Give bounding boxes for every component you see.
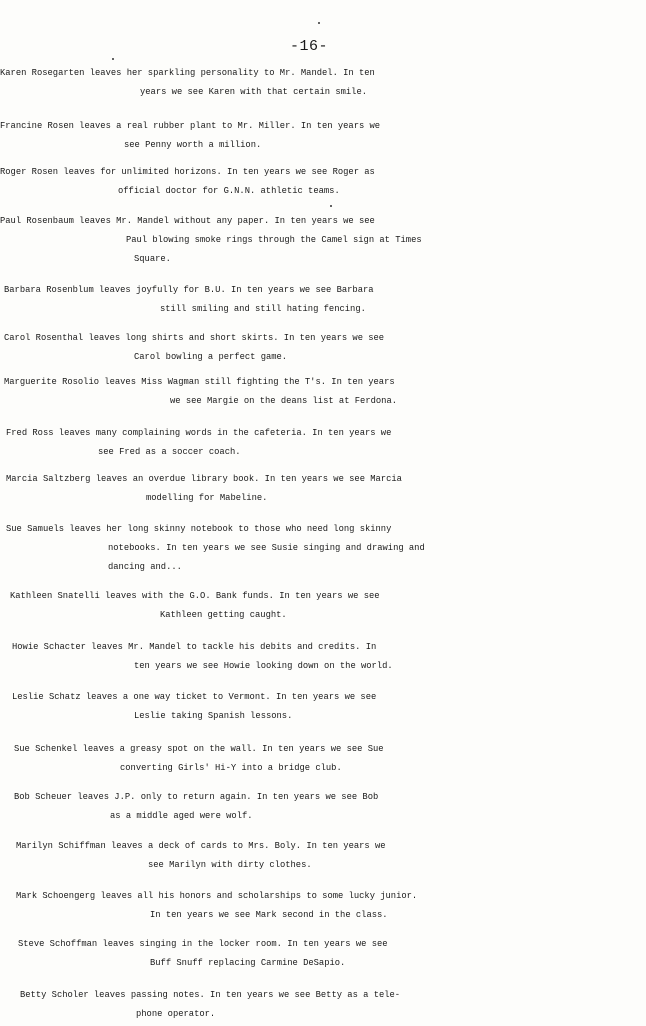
entry-14 (0, 788, 646, 826)
entry-line: Mark Schoengerg leaves all his honors and scholarships to some lucky junior. (16, 891, 418, 901)
entry-line: Buff Snuff replacing Carmine DeSapio. (150, 958, 346, 968)
entry-line: Paul blowing smoke rings through the Camel sign at Times (126, 235, 422, 245)
entry-17 (0, 935, 646, 973)
entry-11 (0, 638, 646, 676)
entry-line: Betty Scholer leaves passing notes. In ten years we see Betty as a tele- (20, 990, 401, 1000)
entry-line: Fred Ross leaves many complaining words in the cafeteria. In ten years we (6, 428, 392, 438)
entry-10 (0, 587, 646, 625)
entry-line: Square. (134, 254, 171, 264)
entry-line: dancing and... (108, 562, 182, 572)
entry-line: years we see Karen with that certain smile. (140, 87, 367, 97)
entry-line: Sue Schenkel leaves a greasy spot on the wall. In ten years we see Sue (14, 744, 384, 754)
page-number: -16- (290, 38, 329, 55)
entry-line: phone operator. (136, 1009, 216, 1019)
entry-line: Howie Schacter leaves Mr. Mandel to tackle his debits and credits. In (12, 642, 377, 652)
entry-line: see Fred as a soccer coach. (98, 447, 241, 457)
entry-line: Leslie Schatz leaves a one way ticket to Vermont. In ten years we see (12, 692, 377, 702)
entry-2 (0, 163, 646, 201)
entry-line: Carol Rosenthal leaves long shirts and short skirts. In ten years we see (4, 333, 385, 343)
scan-speck (318, 22, 320, 24)
entry-line: Karen Rosegarten leaves her sparkling personality to Mr. Mandel. In ten (0, 68, 375, 78)
entry-line: official doctor for G.N.N. athletic teams. (118, 186, 340, 196)
entry-line: converting Girls' Hi-Y into a bridge club. (120, 763, 342, 773)
entry-7 (0, 424, 646, 462)
entry-line: see Marilyn with dirty clothes. (148, 860, 312, 870)
entry-line: still smiling and still hating fencing. (160, 304, 366, 314)
entry-line: Marilyn Schiffman leaves a deck of cards to Mrs. Boly. In ten years we (16, 841, 386, 851)
entry-3 (0, 212, 646, 269)
entry-line: Carol bowling a perfect game. (134, 352, 288, 362)
entry-18 (0, 986, 646, 1024)
entry-line: Leslie taking Spanish lessons. (134, 711, 293, 721)
entry-line: ten years we see Howie looking down on the world. (134, 661, 393, 671)
entry-line: Paul Rosenbaum leaves Mr. Mandel without any paper. In ten years we see (0, 216, 375, 226)
entry-line: In ten years we see Mark second in the class. (150, 910, 388, 920)
entry-1 (0, 117, 646, 155)
entry-line: Bob Scheuer leaves J.P. only to return again. In ten years we see Bob (14, 792, 379, 802)
entry-line: Steve Schoffman leaves singing in the locker room. In ten years we see (18, 939, 388, 949)
scan-speck (112, 58, 114, 60)
entry-4 (0, 281, 646, 319)
entry-line: Marcia Saltzberg leaves an overdue library book. In ten years we see Marcia (6, 474, 402, 484)
entry-16 (0, 887, 646, 925)
entry-line: Kathleen Snatelli leaves with the G.O. Bank funds. In ten years we see (10, 591, 380, 601)
entry-line: Kathleen getting caught. (160, 610, 287, 620)
entry-6 (0, 373, 646, 411)
entry-line: see Penny worth a million. (124, 140, 262, 150)
entry-line: Francine Rosen leaves a real rubber plant to Mr. Miller. In ten years we (0, 121, 381, 131)
entry-line: modelling for Mabeline. (146, 493, 268, 503)
entry-8 (0, 470, 646, 508)
entry-line: Barbara Rosenblum leaves joyfully for B.U. In ten years we see Barbara (4, 285, 374, 295)
entry-0 (0, 64, 646, 102)
entry-line: as a middle aged were wolf. (110, 811, 253, 821)
entry-9 (0, 520, 646, 577)
scan-speck (330, 205, 332, 207)
entry-line: notebooks. In ten years we see Susie singing and drawing and (108, 543, 425, 553)
entry-line: we see Margie on the deans list at Ferdona. (170, 396, 397, 406)
entry-13 (0, 740, 646, 778)
entry-15 (0, 837, 646, 875)
entry-line: Marguerite Rosolio leaves Miss Wagman still fighting the T's. In ten years (4, 377, 395, 387)
entry-line: Sue Samuels leaves her long skinny notebook to those who need long skinny (6, 524, 392, 534)
entry-5 (0, 329, 646, 367)
entry-12 (0, 688, 646, 726)
entry-line: Roger Rosen leaves for unlimited horizons. In ten years we see Roger as (0, 167, 375, 177)
